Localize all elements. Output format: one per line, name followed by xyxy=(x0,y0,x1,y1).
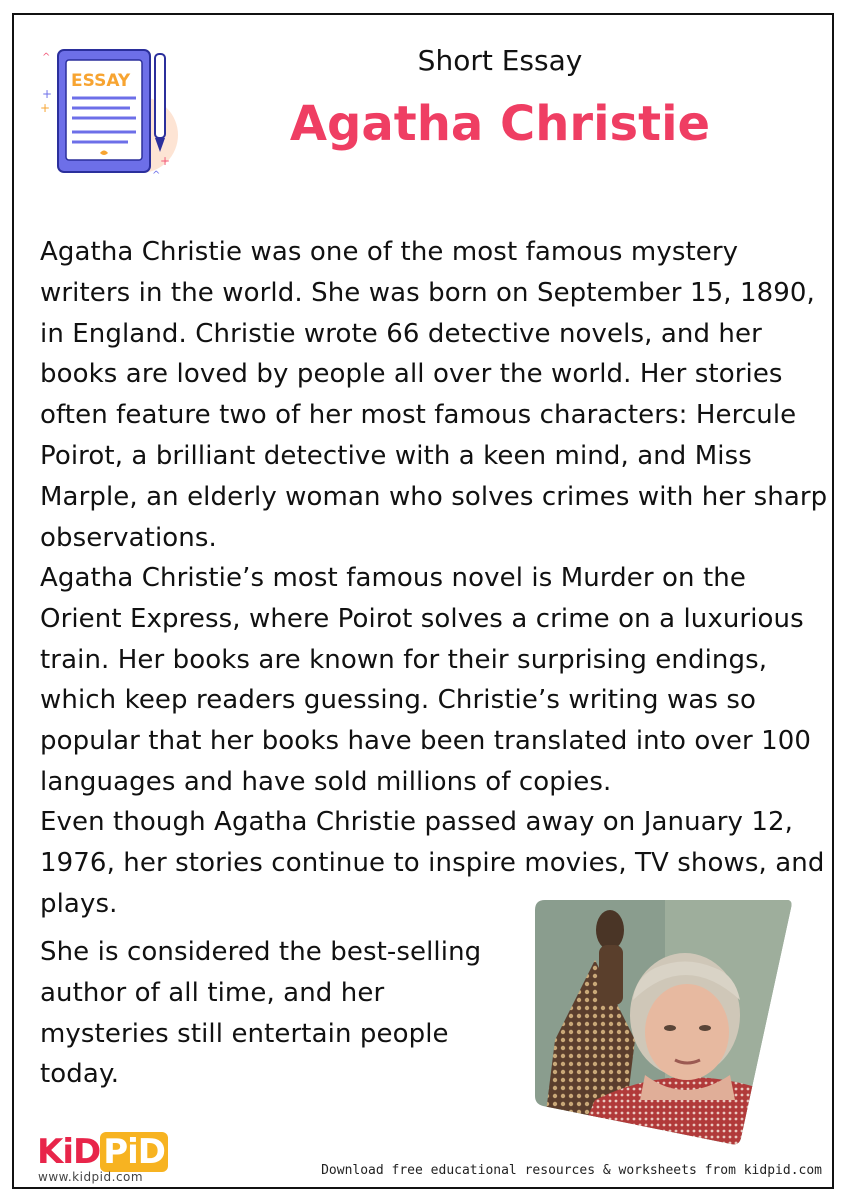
essay-clipboard-icon xyxy=(40,40,180,180)
essay-paragraph-2: Agatha Christie’s most famous novel is Murder on the Orient Express, where Poirot solves a crime on a luxurious train. Her books are known for their surprising endings, which keep readers guessing. Christie’s writing was so popular that her books have been translated into over 100 languages and have sold millions of copies. xyxy=(40,563,812,797)
svg-text:+: + xyxy=(160,154,171,168)
essay-paragraph-3: Even though Agatha Christie passed away on January 12, 1976, her stories continue to inspire movies, TV shows, and plays. xyxy=(40,807,825,919)
page-title: Agatha Christie xyxy=(289,96,711,152)
agatha-christie-photo xyxy=(535,900,793,1146)
logo-label: ESSAY xyxy=(71,71,131,91)
brand-name-left: KiD xyxy=(37,1132,101,1172)
kidpid-logo xyxy=(37,1132,168,1172)
brand-url[interactable]: www.kidpid.com xyxy=(38,1170,144,1184)
footer-note: Download free educational resources & worksheets from kidpid.com xyxy=(321,1163,822,1178)
svg-text:^: ^ xyxy=(42,52,51,63)
essay-paragraph-4: She is considered the best-selling author of all time, and her mysteries still entertain people today. xyxy=(40,937,482,1090)
brand-name-right: PiD xyxy=(100,1132,168,1172)
svg-text:+: + xyxy=(42,87,53,101)
essay-paragraph-1: Agatha Christie was one of the most famous mystery writers in the world. She was born on September 15, 1890, in England. Christie wrote 66 detective novels, and her books are loved by people all over the world. Her stories often feature two of her most famous characters: Hercule Poirot, a brilliant detective with a keen mind, and Miss Marple, an elderly woman who solves crimes with her sharp observations. xyxy=(40,237,828,553)
svg-text:^: ^ xyxy=(152,170,161,180)
svg-text:+: + xyxy=(40,101,51,115)
page-subtitle: Short Essay xyxy=(417,44,583,77)
